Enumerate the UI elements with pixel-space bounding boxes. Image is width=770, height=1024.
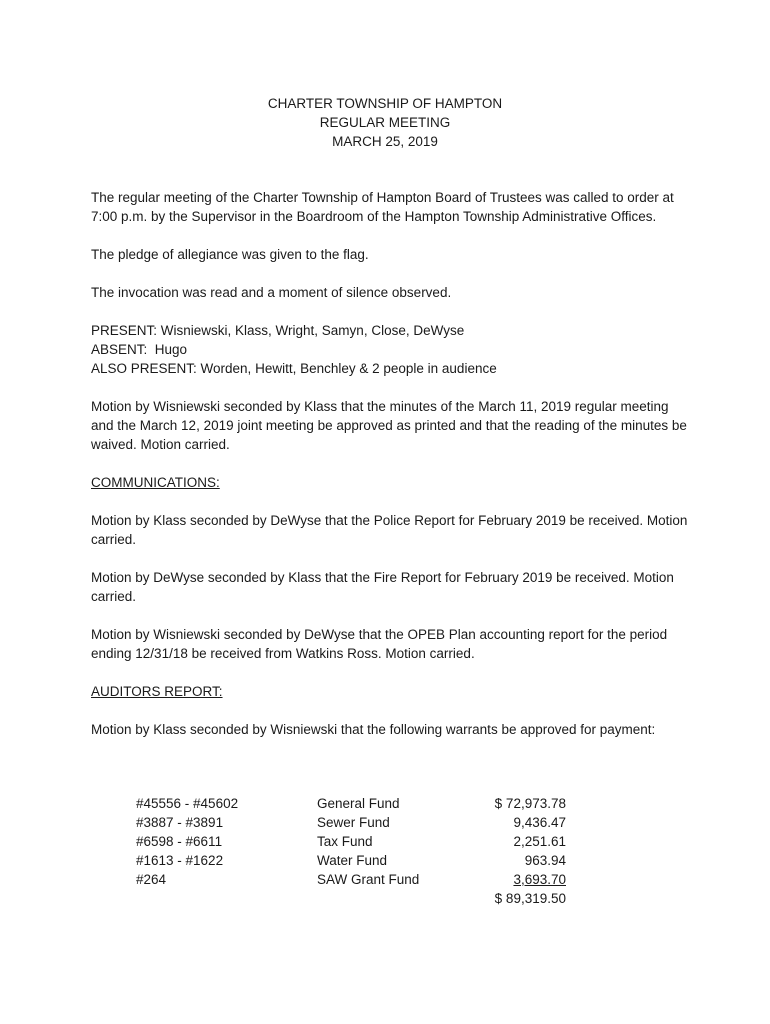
warrants-total-row: [136, 889, 576, 908]
document-body: [91, 188, 691, 739]
auditors-report-heading: AUDITORS REPORT:: [91, 684, 223, 699]
title-township: CHARTER TOWNSHIP OF HAMPTON: [267, 96, 503, 111]
warrant-amount: 3,693.70: [513, 872, 566, 887]
warrant-fund: Tax Fund: [317, 834, 373, 849]
opeb-report-motion: Motion by Wisniewski seconded by DeWyse that the OPEB Plan accounting report for the period ending 12/31/18 be received from Watkins Ross. Motion carried.: [91, 627, 668, 661]
warrant-numbers: #3887 - #3891: [136, 815, 224, 830]
warrant-fund: Sewer Fund: [317, 815, 390, 830]
also-present-line: ALSO PRESENT: Worden, Hewitt, Benchley & 2 people in audience: [91, 361, 497, 376]
warrant-fund: SAW Grant Fund: [317, 872, 420, 887]
warrant-numbers: #264: [136, 872, 167, 887]
warrant-row: [136, 851, 576, 870]
warrants-total: $ 89,319.50: [494, 891, 566, 906]
warrant-row: [136, 832, 576, 851]
police-report-motion: Motion by Klass seconded by DeWyse that the Police Report for February 2019 be received. Motion carried.: [91, 513, 688, 547]
warrants-table: [136, 794, 576, 889]
warrants-motion: Motion by Klass seconded by Wisniewski that the following warrants be approved for payment:: [91, 722, 656, 737]
present-line: PRESENT: Wisniewski, Klass, Wright, Samyn, Close, DeWyse: [91, 323, 465, 338]
warrant-amount: 9,436.47: [513, 815, 566, 830]
opening-paragraph: The regular meeting of the Charter Township of Hampton Board of Trustees was called to order at 7:00 p.m. by the Supervisor in the Boardroom of the Hampton Township Administrative Offices.: [91, 190, 674, 224]
warrant-row: [136, 813, 576, 832]
warrant-numbers: #6598 - #6611: [136, 834, 223, 849]
document-title: [0, 94, 770, 151]
warrant-row: [136, 794, 576, 813]
warrant-fund: General Fund: [317, 796, 400, 811]
title-date: MARCH 25, 2019: [332, 134, 438, 149]
warrant-numbers: #45556 - #45602: [136, 796, 239, 811]
warrant-amount: 2,251.61: [513, 834, 566, 849]
title-meeting-type: REGULAR MEETING: [319, 115, 451, 130]
pledge-paragraph: The pledge of allegiance was given to the flag.: [91, 247, 369, 262]
warrant-row: [136, 870, 576, 889]
communications-heading: COMMUNICATIONS:: [91, 475, 220, 490]
fire-report-motion: Motion by DeWyse seconded by Klass that the Fire Report for February 2019 be received. Motion carried.: [91, 570, 674, 604]
warrant-amount: $ 72,973.78: [494, 796, 566, 811]
absent-line: ABSENT: Hugo: [91, 342, 188, 357]
minutes-motion: Motion by Wisniewski seconded by Klass that the minutes of the March 11, 2019 regular meeting and the March 12, 2019 joint meeting be approved as printed and that the reading of the minutes be waived. Motion carried.: [91, 399, 687, 452]
warrant-amount: 963.94: [524, 853, 566, 868]
warrant-numbers: #1613 - #1622: [136, 853, 224, 868]
warrant-fund: Water Fund: [317, 853, 388, 868]
invocation-paragraph: The invocation was read and a moment of silence observed.: [91, 285, 452, 300]
